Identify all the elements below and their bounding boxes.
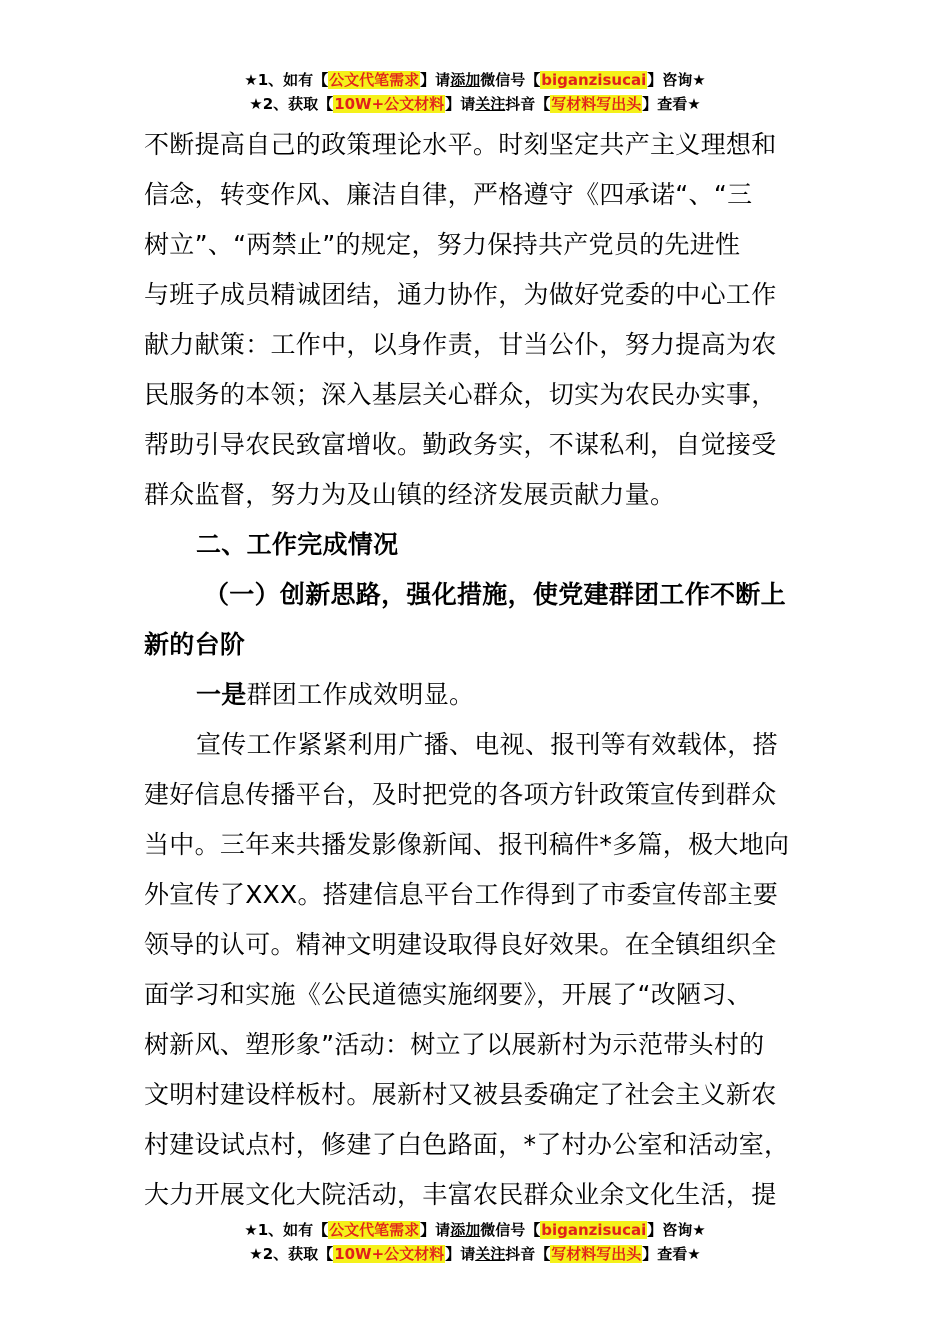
section-heading: 二、工作完成情况 [196, 530, 399, 559]
text-line: 面学习和实施《公民道德实施纲要》，开展了“改陋习、 [144, 980, 752, 1009]
banner-highlight: biganzisucai [541, 1221, 647, 1239]
banner-text: 】请 [445, 1245, 476, 1263]
banner-line-2 [0, 92, 950, 116]
text-line: 当中。三年来共播发影像新闻、报刊稿件*多篇，极大地向 [144, 830, 790, 859]
banner-highlight: 写材料写出头 [551, 95, 642, 113]
point-one-label: 一是 [196, 680, 247, 709]
text-line: 树立”、“两禁止”的规定，努力保持共产党员的先进性 [144, 230, 741, 259]
banner-text: ★1、如有【 [244, 1221, 329, 1239]
text-line: 献力献策：工作中，以身作责，甘当公仆，努力提高为农 [144, 330, 777, 359]
subsection-heading-line-1: （一）创新思路，强化措施，使党建群团工作不断上 [204, 580, 786, 609]
subsection-heading-line-2: 新的台阶 [144, 630, 246, 659]
banner-text: 】查看★ [642, 1245, 701, 1263]
banner-text: 抖音【 [505, 95, 551, 113]
footer-banner [0, 1218, 950, 1266]
text-line: 民服务的本领；深入基层关心群众，切实为农民办实事， [144, 380, 777, 409]
document-body [144, 120, 808, 1220]
banner-emphasis: 添加 [450, 71, 481, 89]
text-line: 领导的认可。精神文明建设取得良好效果。在全镇组织全 [144, 930, 777, 959]
banner-text: ★2、获取【 [249, 95, 334, 113]
text-line: 帮助引导农民致富增收。勤政务实，不谋私利，自觉接受 [144, 430, 777, 459]
banner-highlight: 10W+公文材料 [334, 95, 445, 113]
text-line: 与班子成员精诚团结，通力协作，为做好党委的中心工作 [144, 280, 777, 309]
text-line: 宣传工作紧紧利用广播、电视、报刊等有效载体，搭 [196, 730, 778, 759]
point-one-text: 群团工作成效明显。 [246, 680, 475, 709]
banner-text: ★2、获取【 [249, 1245, 334, 1263]
banner-emphasis: 关注 [475, 1245, 506, 1263]
banner-text: 】咨询★ [647, 71, 706, 89]
banner-text: 微信号【 [480, 1221, 541, 1239]
point-one [144, 670, 808, 720]
banner-highlight: 公文代笔需求 [329, 1221, 420, 1239]
text-line: 大力开展文化大院活动，丰富农民群众业余文化生活，提 [144, 1180, 777, 1209]
banner-line-1 [0, 1218, 950, 1242]
text-line: 树新风、塑形象”活动：树立了以展新村为示范带头村的 [144, 1030, 765, 1059]
banner-line-1 [0, 68, 950, 92]
banner-emphasis: 添加 [450, 1221, 481, 1239]
banner-text: 】请 [420, 1221, 451, 1239]
header-banner [0, 68, 950, 116]
text-line: 外宣传了XXX。搭建信息平台工作得到了市委宣传部主要 [144, 880, 779, 909]
text-line: 村建设试点村，修建了白色路面，*了村办公室和活动室， [144, 1130, 790, 1159]
text-line: 群众监督，努力为及山镇的经济发展贡献力量。 [144, 480, 676, 509]
banner-emphasis: 关注 [475, 95, 506, 113]
banner-text: 】咨询★ [647, 1221, 706, 1239]
banner-highlight: 写材料写出头 [551, 1245, 642, 1263]
banner-highlight: 10W+公文材料 [334, 1245, 445, 1263]
banner-text: ★1、如有【 [244, 71, 329, 89]
banner-line-2 [0, 1242, 950, 1266]
text-line: 建好信息传播平台，及时把党的各项方针政策宣传到群众 [144, 780, 777, 809]
banner-text: 抖音【 [505, 1245, 551, 1263]
banner-text: 】查看★ [642, 95, 701, 113]
banner-highlight: 公文代笔需求 [329, 71, 420, 89]
banner-text: 】请 [420, 71, 451, 89]
banner-text: 微信号【 [480, 71, 541, 89]
banner-text: 】请 [445, 95, 476, 113]
banner-highlight: biganzisucai [541, 71, 647, 89]
text-line: 不断提高自己的政策理论水平。时刻坚定共产主义理想和 [144, 130, 777, 159]
text-line: 文明村建设样板村。展新村又被县委确定了社会主义新农 [144, 1080, 777, 1109]
text-line: 信念，转变作风、廉洁自律，严格遵守《四承诺“、“三 [144, 180, 753, 209]
